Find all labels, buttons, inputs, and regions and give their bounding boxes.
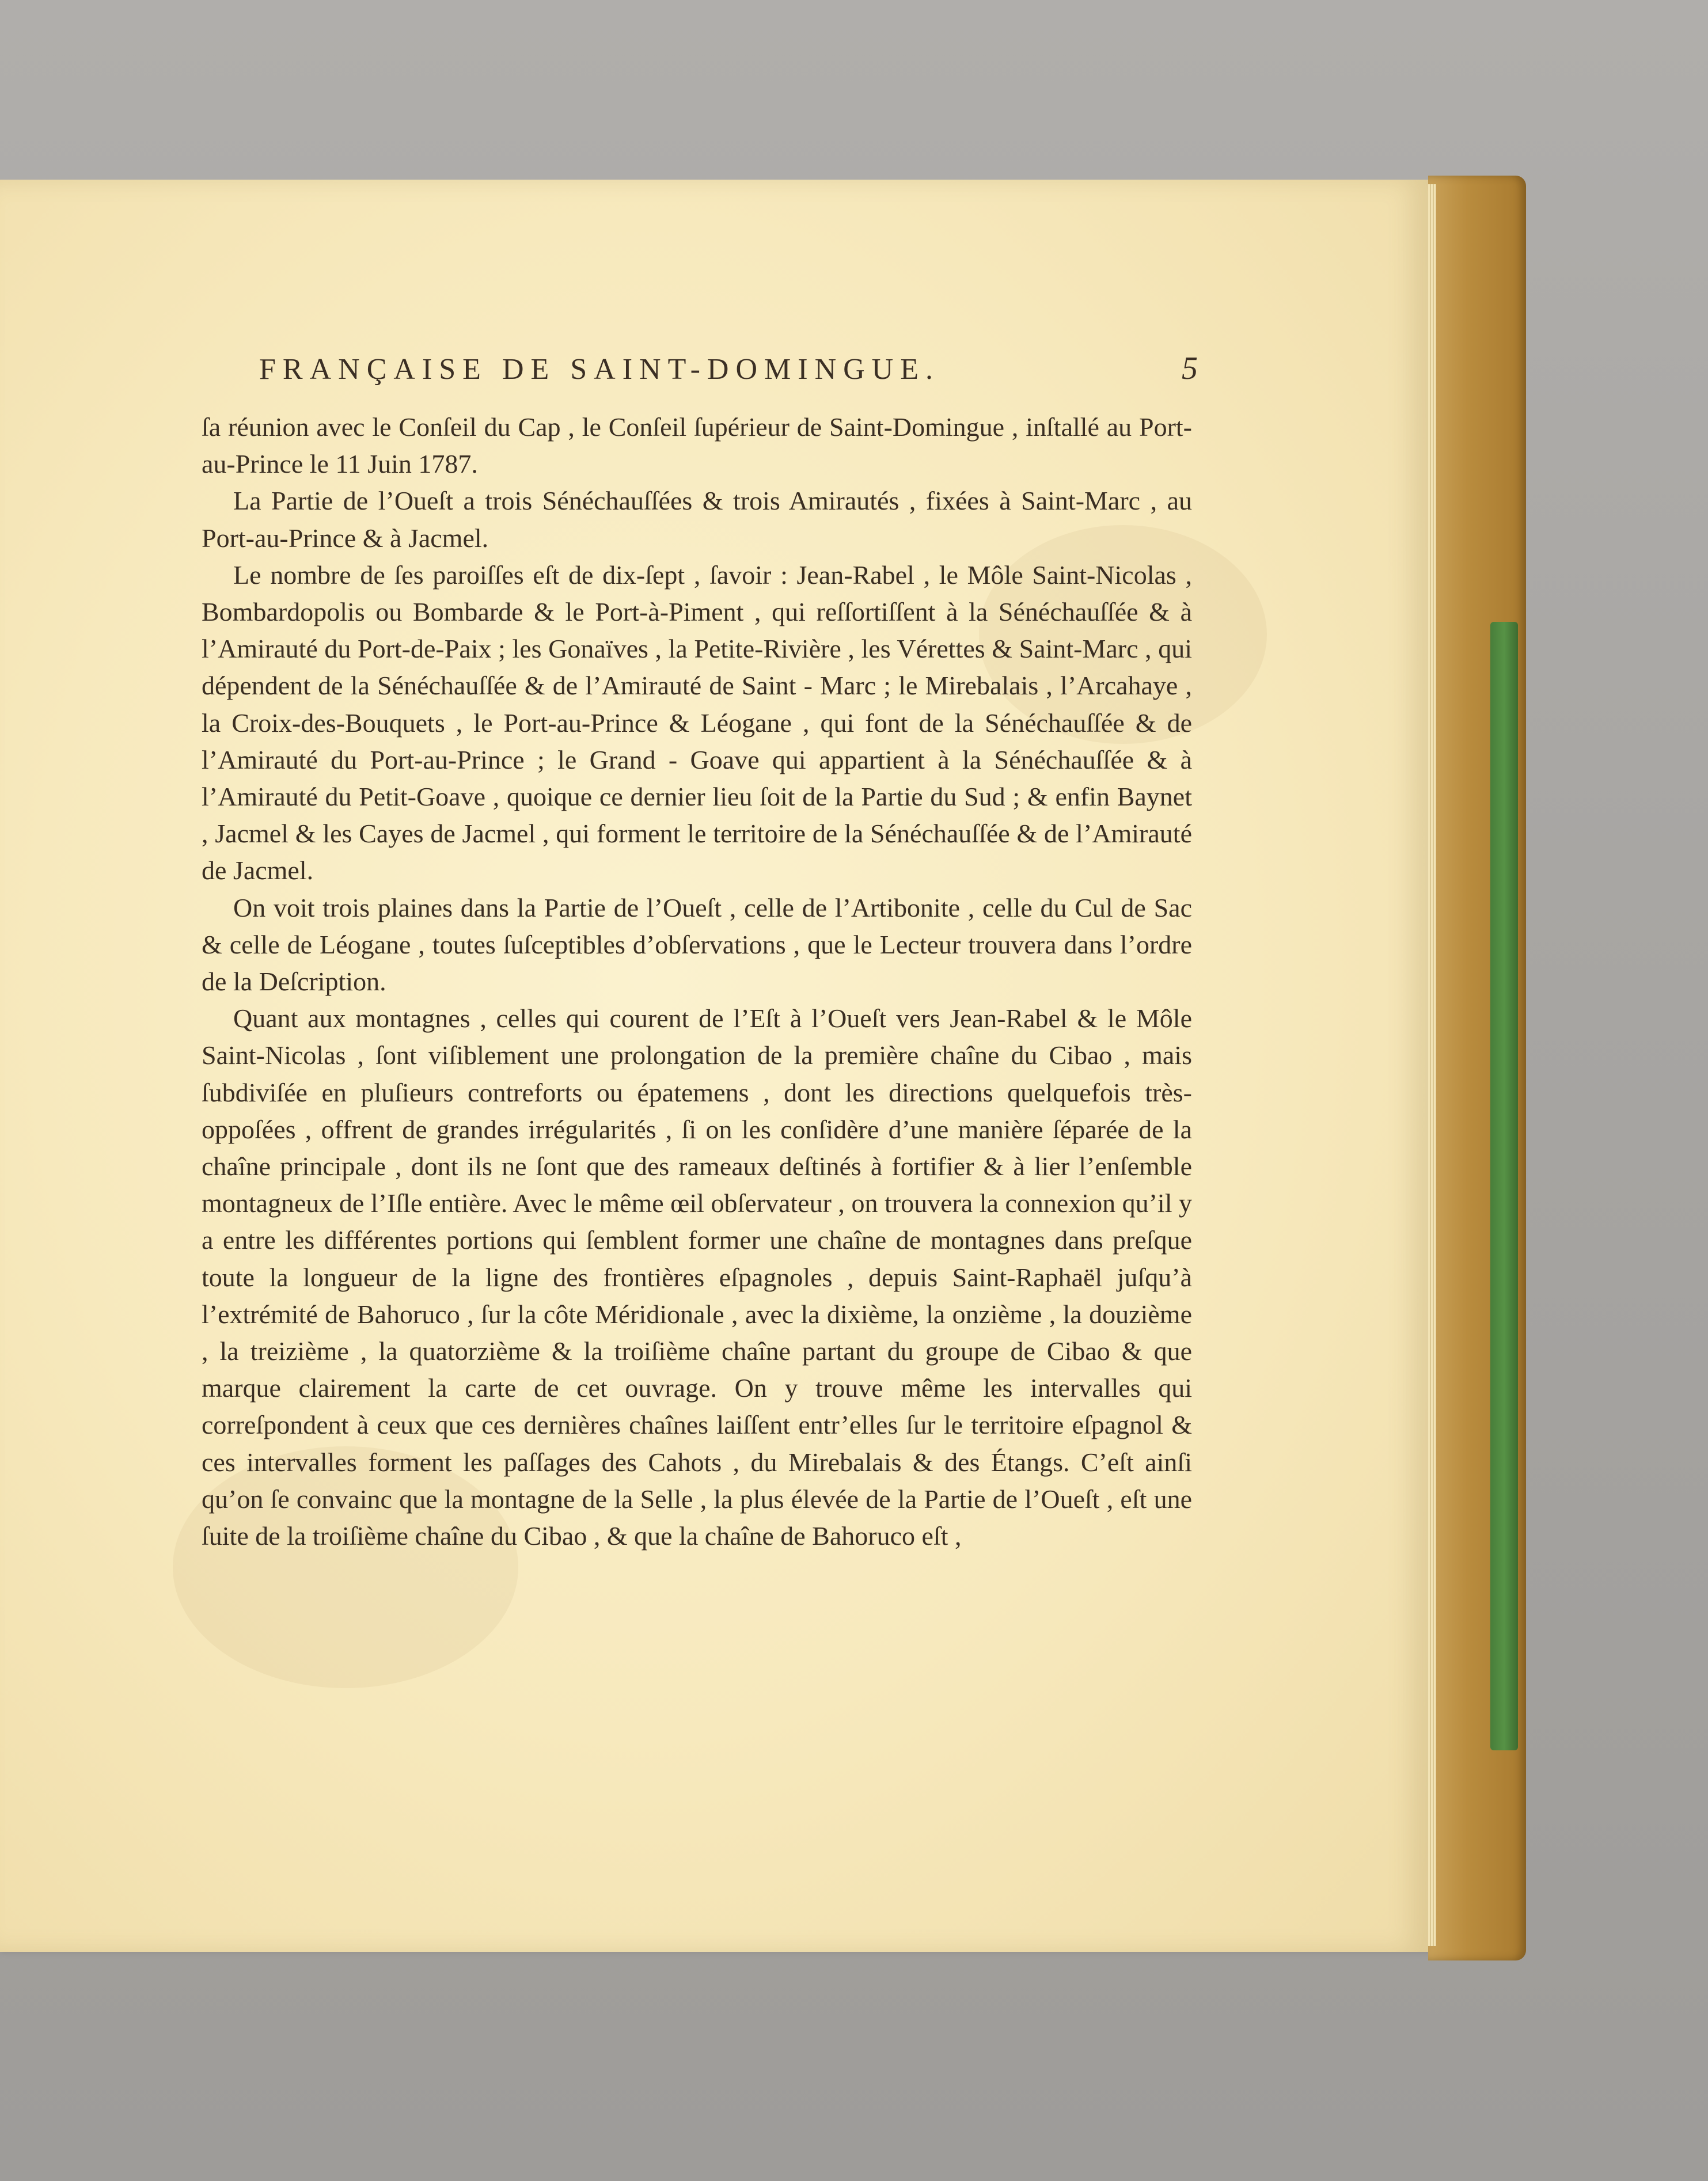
cover-green-band [1490, 622, 1518, 1750]
paragraph: On voit trois plaines dans la Partie de l’Oueſt , celle de l’Artibonite , celle du Cul de Sac & celle de Léogane , toutes ſuſceptibles d’obſervations , que le Lecteur trouvera dans l’ordre de la Deſcription. [202, 892, 1192, 997]
paragraph: Le nombre de ſes paroiſſes eſt de dix-ſept , ſavoir : Jean-Rabel , le Môle Saint-Nicolas , Bombardopolis ou Bombarde & le Port-à-Piment , qui reſſortiſſent à la Sénéchauſſée & à l’Amirauté du Port-de-Paix ; les Gonaïves , la Petite-Rivière , les Vérettes & Saint-Marc , qui dépendent de la Sénéchauſſée & de l’Amirauté de Saint - Marc ; le Mirebalais , l’Arcahaye , la Croix-des-Bouquets , le Port-au-Prince & Léogane , qui font de la Sénéchauſſée & de l’Amirauté du Port-au-Prince ; le Grand - Goave qui appartient à la Sénéchauſſée & à l’Amirauté du Petit-Goave , quoique ce dernier lieu ſoit de la Partie du Sud ; & enfin Baynet , Jacmel & les Cayes de Jacmel , qui forment le territoire de la Sénéchauſſée & de l’Amirauté de Jacmel. [202, 560, 1192, 886]
body-text [202, 409, 1192, 1555]
running-title: FRANÇAISE DE SAINT-DOMINGUE. [259, 353, 940, 386]
page-number: 5 [1182, 351, 1198, 386]
running-head [202, 351, 1198, 401]
paragraph: ſa réunion avec le Conſeil du Cap , le Conſeil ſupérieur de Saint-Domingue , inſtallé au Port-au-Prince le 11 Juin 1787. [202, 412, 1192, 479]
paragraph: La Partie de l’Oueſt a trois Sénéchauſſées & trois Amirautés , fixées à Saint-Marc , au Port-au-Prince & à Jacmel. [202, 486, 1192, 553]
page-content [202, 351, 1198, 1555]
paragraph: Quant aux montagnes , celles qui courent de l’Eſt à l’Oueſt vers Jean-Rabel & le Môle Saint-Nicolas , ſont viſiblement une prolongation de la première chaîne du Cibao , mais ſubdiviſée en pluſieurs contreforts ou épatemens , dont les directions quelquefois très-oppoſées , offrent de grandes irrégularités , ſi on les conſidère d’une manière ſéparée de la chaîne principale , dont ils ne ſont que des rameaux deſtinés à fortifier & à lier l’enſemble montagneux de l’Iſle entière. Avec le même œil obſervateur , on trouvera la connexion qu’il y a entre les différentes portions qui ſemblent former une chaîne de montagnes dans preſque toute la longueur de la ligne des frontières eſpagnoles , depuis Saint-Raphaël juſqu’à l’extrémité de Bahoruco , ſur la côte Méridionale , avec la dixième, la onzième , la douzième , la treizième , la quatorzième & la troiſième chaîne partant du groupe de Cibao & que marque clairement la carte de cet ouvrage. On y trouve même les intervalles qui correſpondent à ceux que ces dernières chaînes laiſſent entr’elles ſur le territoire eſpagnol & ces intervalles forment les paſſages des Cahots , du Mirebalais & des Étangs. C’eſt ainſi qu’on ſe convainc que la montagne de la Selle , la plus élevée de la Partie de l’Oueſt , eſt une ſuite de la troiſième chaîne du Cibao , & que la chaîne de Bahoruco eſt , [202, 1004, 1192, 1551]
book-page [0, 180, 1428, 1952]
